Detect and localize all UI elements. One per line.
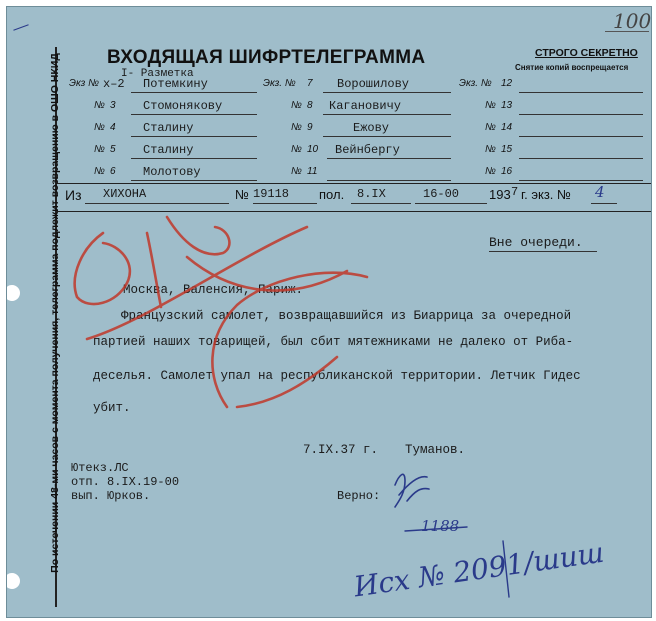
dist-label: № xyxy=(291,122,302,133)
dist-name: Сталину xyxy=(143,143,194,157)
from-city: ХИХОНА xyxy=(103,187,147,201)
dist-name: Потемкину xyxy=(143,77,208,91)
dist-label: № xyxy=(291,166,302,177)
tech-line: вып. Юрков. xyxy=(71,489,151,503)
dist-name: Ворошилову xyxy=(337,77,410,91)
dist-num: 3 xyxy=(110,100,116,111)
telegram-number: 19118 xyxy=(253,187,290,201)
verify-signature xyxy=(395,474,429,507)
body-line: убит. xyxy=(93,401,131,415)
dist-name: Вейнбергу xyxy=(335,143,400,157)
red-pencil-resolution xyxy=(75,217,367,407)
from-label: Из xyxy=(65,187,82,203)
dist-label: № xyxy=(94,122,105,133)
dist-name: Сталину xyxy=(143,121,194,135)
year-prefix: 193 xyxy=(489,187,511,202)
dist-num: 8 xyxy=(307,100,313,111)
dist-label: № xyxy=(94,166,105,177)
dist-num: 5 xyxy=(110,144,116,155)
dist-num: 9 xyxy=(307,122,313,133)
dist-num: 6 xyxy=(110,166,116,177)
received-date: 8.IX xyxy=(357,187,386,201)
no-copy-note: Снятие копий воспрещается xyxy=(515,63,629,72)
dist-label: Экз № xyxy=(69,78,99,89)
priority-note: Вне очереди. xyxy=(489,235,583,250)
dist-num: х–2 xyxy=(103,77,125,91)
body-line: партией наших товарищей, был сбит мятежниками не далеко от Риба- xyxy=(93,335,574,349)
outgoing-number: 1188 xyxy=(421,517,460,535)
corner-number: 100 xyxy=(613,9,652,33)
year-suffix: 7 xyxy=(511,185,519,199)
dist-label: № xyxy=(94,100,105,111)
dist-num: 4 xyxy=(110,122,116,133)
reference-underline xyxy=(405,527,509,597)
dist-label: № xyxy=(291,100,302,111)
sign-date: 7.IX.37 г. xyxy=(303,443,379,457)
received-label: пол. xyxy=(319,187,345,202)
markup-note: I- Разметка xyxy=(121,68,194,80)
dist-num: 12 xyxy=(501,78,513,89)
body-line: Французский самолет, возвращавшийся из Биаррица за очередной xyxy=(121,309,572,323)
dist-label: № xyxy=(485,166,496,177)
dist-num: 14 xyxy=(501,122,513,133)
dist-num: 16 xyxy=(501,166,513,177)
dist-num: 15 xyxy=(501,144,513,155)
telegram-page xyxy=(6,6,652,618)
dist-label: Экз. № xyxy=(459,78,492,89)
sign-name: Туманов. xyxy=(405,443,466,457)
verify-label: Верно: xyxy=(337,489,381,503)
dist-label: № xyxy=(94,144,105,155)
dist-label: Экз. № xyxy=(263,78,296,89)
secret-stamp: СТРОГО СЕКРЕТНО xyxy=(535,47,638,59)
dist-name: Стомонякову xyxy=(143,99,223,113)
dist-label: № xyxy=(485,100,496,111)
side-note: По истечении 48-ми часов с момента получения, телеграмма подлежит возвращению в ОШО НКИД xyxy=(49,53,61,573)
copy-number: 4 xyxy=(595,183,605,201)
outgoing-reference: Исх № 2091/шиш xyxy=(351,535,607,604)
num-label: № xyxy=(235,187,249,202)
dist-name: Кагановичу xyxy=(329,99,402,113)
tech-line: отп. 8.IX.19-00 xyxy=(71,475,180,489)
handwritten-marks xyxy=(7,7,652,618)
dist-num: 11 xyxy=(307,166,318,177)
dist-name: Молотову xyxy=(143,165,201,179)
dist-num: 13 xyxy=(501,100,513,111)
dist-name: Ежову xyxy=(353,121,390,135)
addressee: Москва, Валенсия, Париж. xyxy=(123,283,304,297)
tech-line: Ютекз.ЛС xyxy=(71,461,129,475)
dist-label: № xyxy=(485,122,496,133)
copy-label: г. экз. № xyxy=(521,187,571,202)
body-line: деселья. Самолет упал на республиканской территории. Летчик Гидес xyxy=(93,369,581,383)
dist-num: 10 xyxy=(307,144,319,155)
dist-num: 7 xyxy=(307,78,313,89)
document-title: ВХОДЯЩАЯ ШИФРТЕЛЕГРАММА xyxy=(107,47,426,68)
dist-label: № xyxy=(485,144,496,155)
received-time: 16-00 xyxy=(423,187,460,201)
dist-label: № xyxy=(291,144,302,155)
